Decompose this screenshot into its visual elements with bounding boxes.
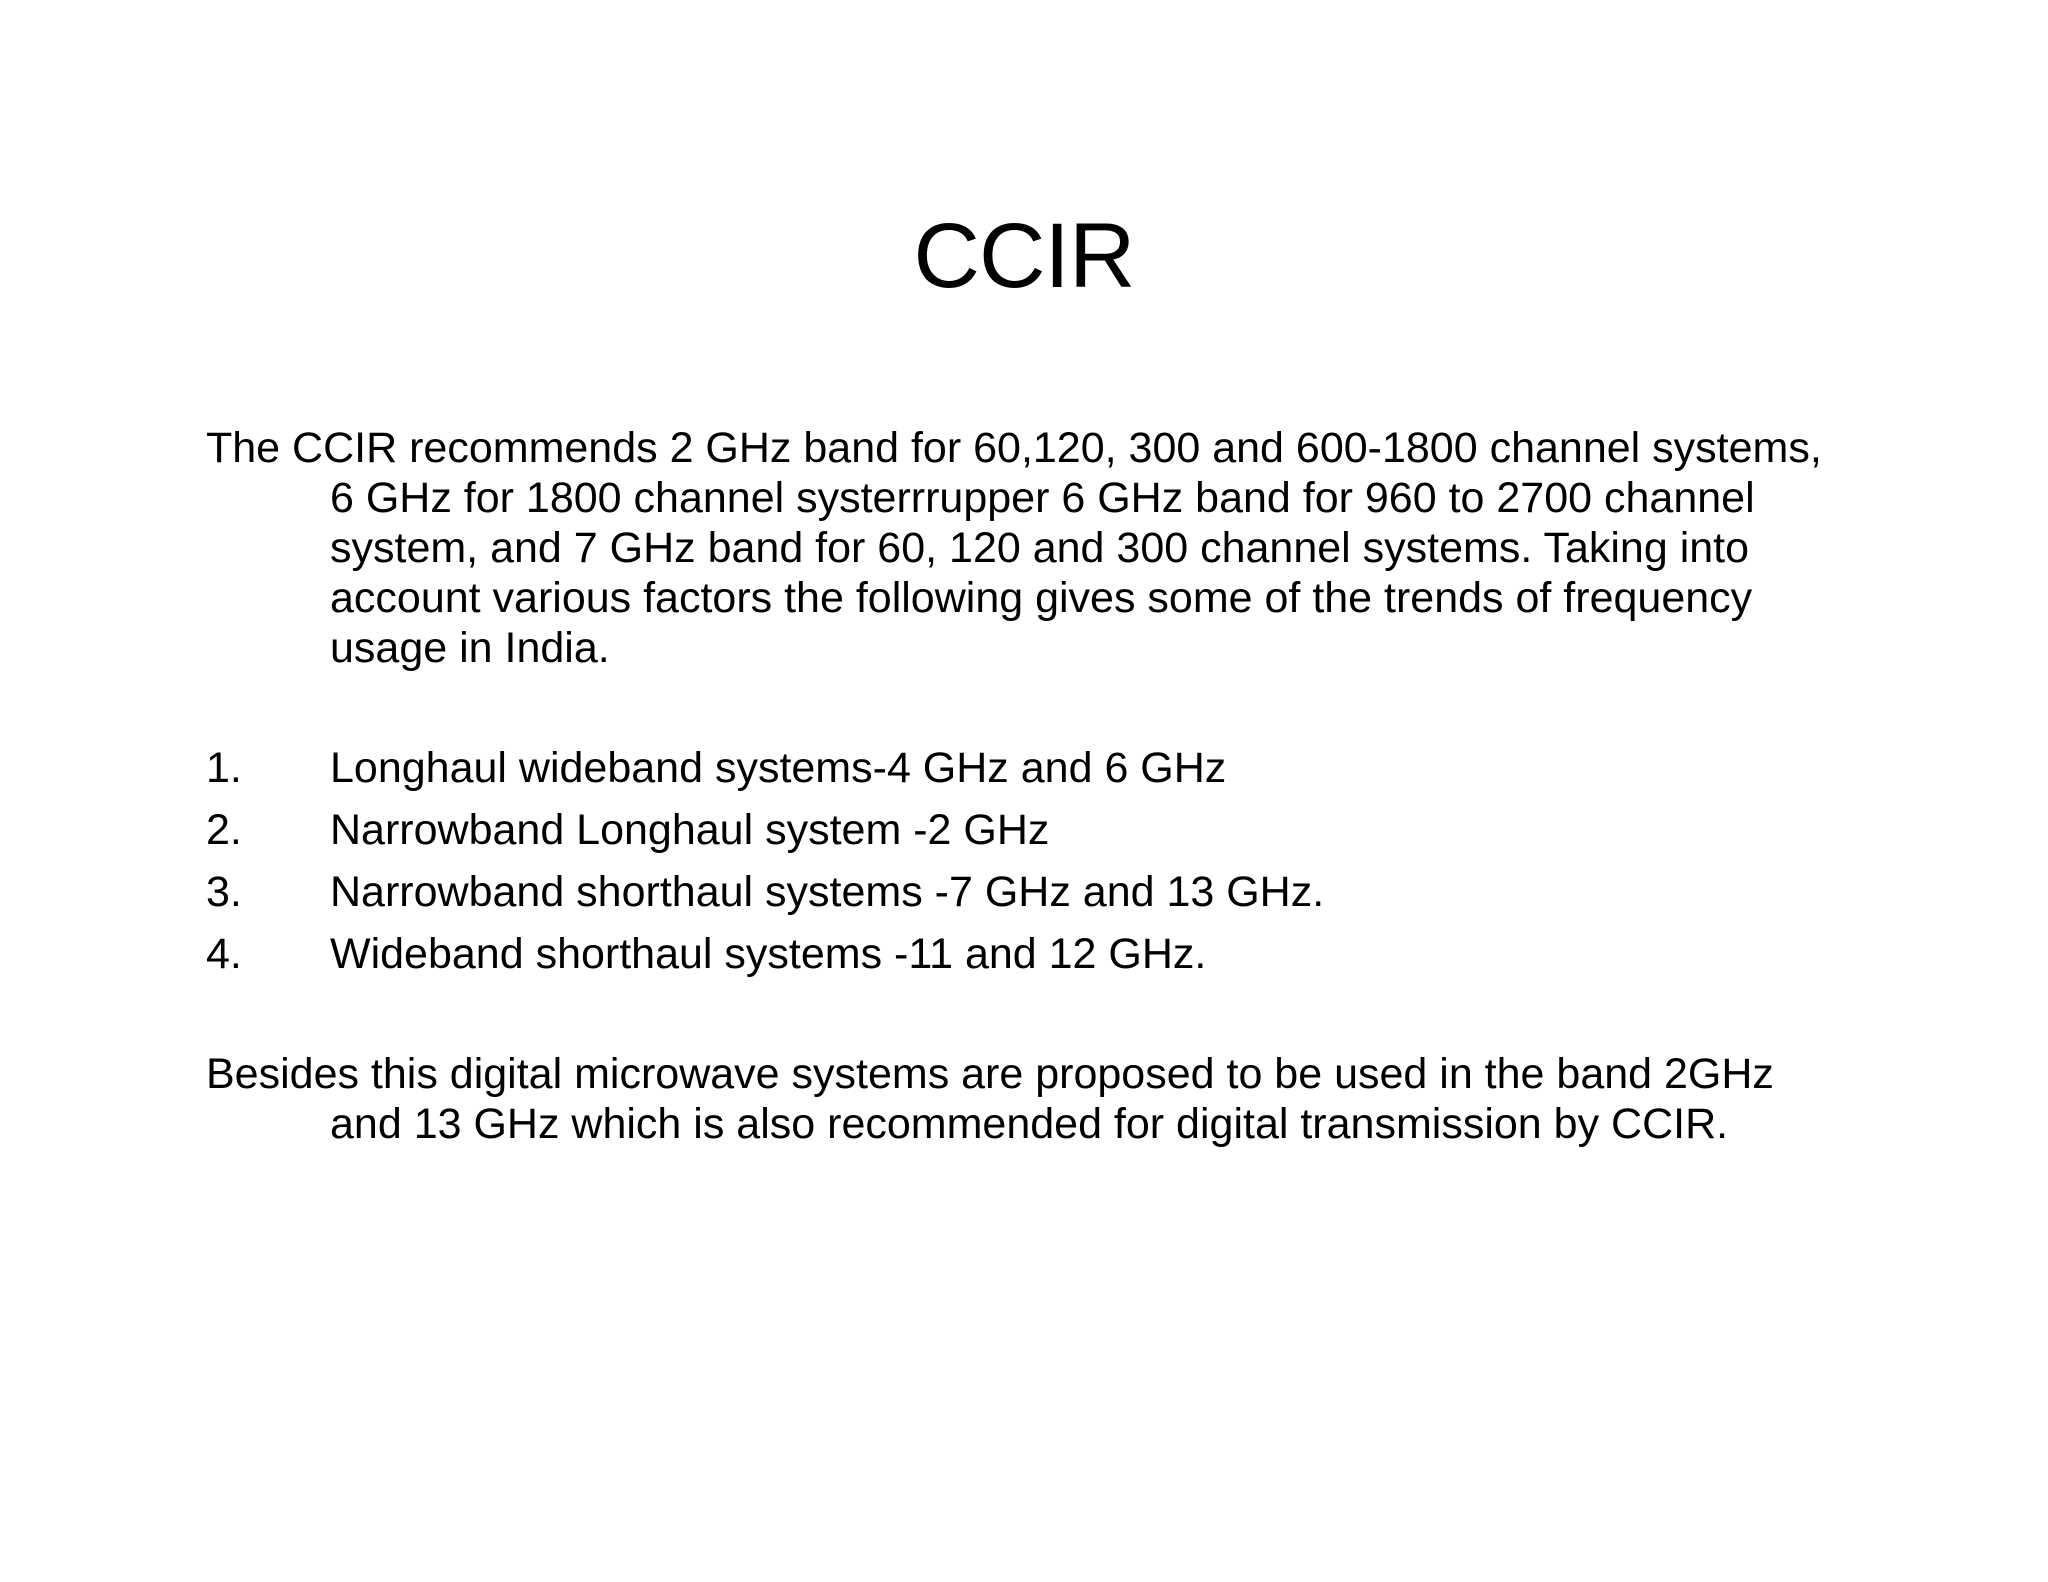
list-item: [206, 867, 1856, 929]
list-item-text: Narrowband Longhaul system -2 GHz: [330, 806, 1050, 854]
list-item-number: 2.: [206, 806, 242, 854]
intro-paragraph: The CCIR recommends 2 GHz band for 60,120, 300 and 600-1800 channel systems, 6 GHz for 1800 channel systerrrupper 6 GHz band for 960 to 2700 channel system, and 7 GHz band for 60, 120 and 300 channel systems. Taking into account various factors the following gives some of the trends of frequency usage in India.: [206, 424, 1822, 672]
slide-body: [206, 423, 1856, 1149]
list-item: [206, 929, 1856, 991]
closing-paragraph: Besides this digital microwave systems are proposed to be used in the band 2GHz and 13 GHz which is also recommended for digital transmission by CCIR.: [206, 1050, 1774, 1148]
list-item-number: 3.: [206, 868, 242, 916]
list-item-number: 1.: [206, 744, 242, 792]
list-item-text: Longhaul wideband systems-4 GHz and 6 GHz: [330, 744, 1227, 792]
frequency-trends-list: [206, 743, 1856, 991]
list-item: [206, 743, 1856, 805]
list-item-text: Wideband shorthaul systems -11 and 12 GHz.: [330, 930, 1207, 978]
list-item-text: Narrowband shorthaul systems -7 GHz and 13 GHz.: [330, 868, 1325, 916]
list-item: [206, 805, 1856, 867]
slide-title: CCIR: [913, 205, 1135, 307]
list-item-number: 4.: [206, 930, 242, 978]
